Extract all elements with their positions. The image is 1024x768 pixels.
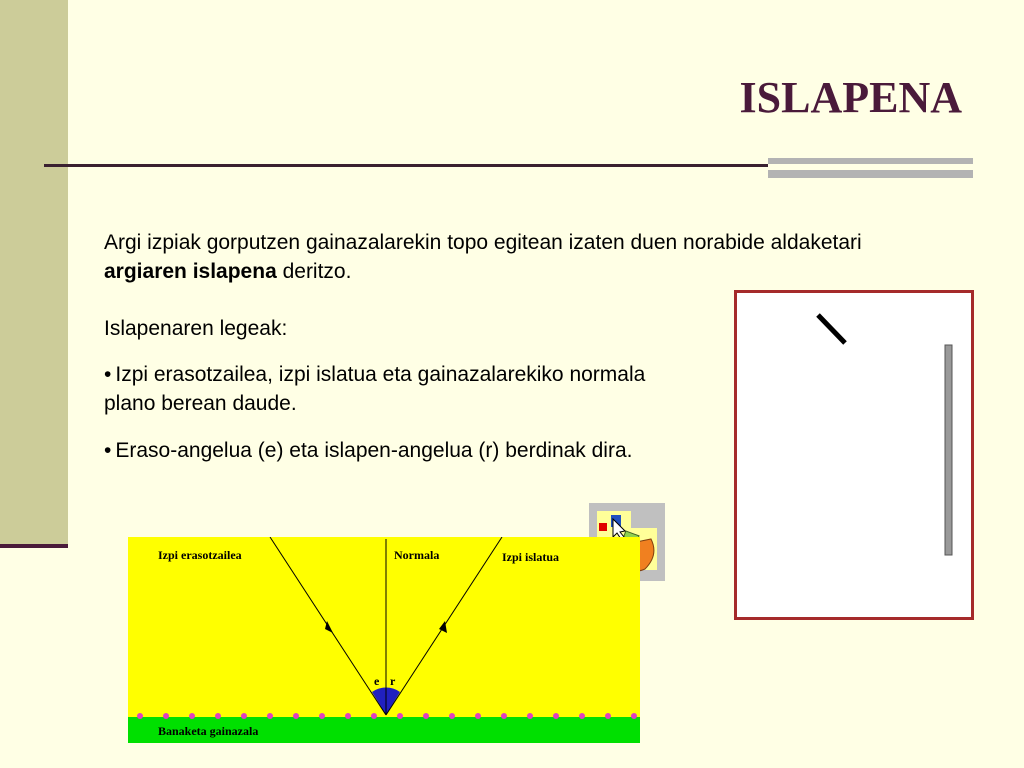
side-bar bbox=[0, 0, 68, 544]
normal-label: Normala bbox=[394, 548, 440, 562]
simulation-canvas bbox=[737, 293, 971, 617]
side-bar-accent-line bbox=[0, 544, 68, 548]
incident-label: Izpi erasotzailea bbox=[158, 548, 242, 562]
angle-r-label: r bbox=[390, 674, 396, 688]
mirror[interactable] bbox=[945, 345, 952, 555]
angle-e-label: e bbox=[374, 674, 380, 688]
reflection-simulation[interactable] bbox=[734, 290, 974, 620]
reflection-diagram bbox=[128, 537, 640, 743]
title-decoration bbox=[768, 158, 973, 178]
definition-text: Argi izpiak gorputzen gainazalarekin topo egitean izaten duen norabide aldaketari argiaren islapena deritzo. bbox=[104, 231, 862, 283]
title-rule bbox=[44, 164, 768, 167]
laws-heading: Islapenaren legeak: bbox=[104, 317, 288, 340]
slide-title: ISLAPENA bbox=[739, 73, 962, 122]
reflected-label: Izpi islatua bbox=[502, 550, 560, 564]
law-item-1: • Izpi erasotzailea, izpi islatua eta gainazalarekiko normala plano berean daude. bbox=[104, 363, 646, 415]
law-item-2: • Eraso-angelua (e) eta islapen-angelua (r) berdinak dira. bbox=[104, 439, 633, 462]
surface-label: Banaketa gainazala bbox=[158, 724, 259, 738]
definition-highlight: argiaren islapena bbox=[104, 260, 277, 283]
light-source-bar[interactable] bbox=[818, 315, 845, 343]
